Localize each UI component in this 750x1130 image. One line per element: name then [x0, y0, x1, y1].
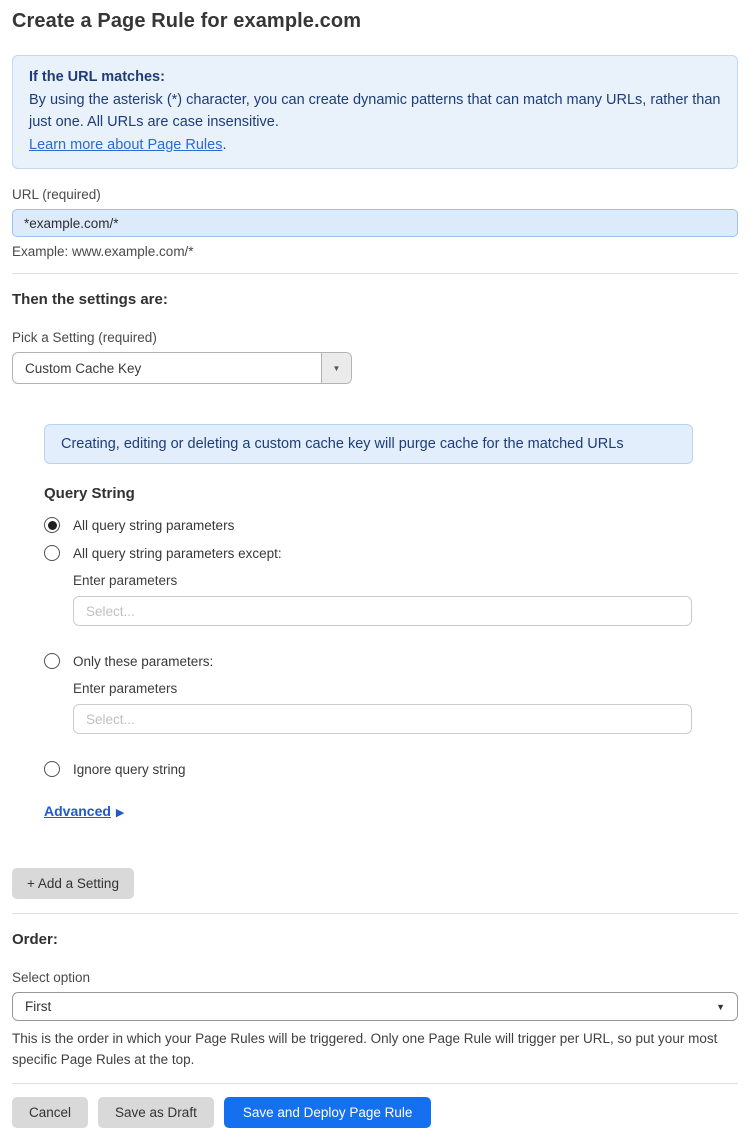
radio-all-query-params[interactable]: [44, 517, 738, 533]
enter-parameters-label: Enter parameters: [73, 573, 178, 588]
page-title: Create a Page Rule for example.com: [12, 10, 362, 32]
radio-selected-icon[interactable]: [44, 517, 60, 533]
enter-parameters-label: Enter parameters: [73, 681, 178, 696]
url-match-info-box: [12, 55, 738, 169]
url-example-helper: Example: www.example.com/*: [12, 244, 194, 259]
info-box-heading: If the URL matches:: [29, 69, 165, 85]
select-option-label: Select option: [12, 970, 91, 985]
info-box-link-line: [29, 134, 721, 157]
advanced-row: [44, 803, 738, 819]
triangle-right-icon: ▶: [115, 807, 125, 819]
radio-all-params-except[interactable]: [44, 545, 738, 561]
cache-purge-notice: Creating, editing or deleting a custom cache key will purge cache for the matched URLs: [44, 424, 693, 464]
radio-ignore-query-string[interactable]: [44, 761, 738, 777]
radio-unselected-icon[interactable]: [44, 761, 60, 777]
setting-dropdown[interactable]: [12, 352, 352, 384]
order-helper-text: This is the order in which your Page Rules will be triggered. Only one Page Rule will trigger per URL, so put your most specific Page Rules at the top.: [12, 1031, 718, 1067]
radio-label: Ignore query string: [73, 761, 186, 777]
query-string-heading: Query String: [44, 485, 135, 502]
radio-unselected-icon[interactable]: [44, 545, 60, 561]
learn-more-link[interactable]: Learn more about Page Rules: [29, 136, 223, 153]
url-input[interactable]: [12, 209, 738, 237]
only-params-block: [73, 681, 738, 734]
cancel-button[interactable]: Cancel: [12, 1097, 88, 1128]
pick-setting-label: Pick a Setting (required): [12, 330, 157, 345]
radio-label: All query string parameters except:: [73, 545, 282, 561]
only-parameters-input[interactable]: [73, 704, 692, 734]
settings-section-heading: Then the settings are:: [12, 291, 168, 308]
add-setting-button[interactable]: + Add a Setting: [12, 868, 134, 899]
order-dropdown[interactable]: [12, 992, 738, 1021]
query-string-section: [44, 485, 738, 819]
except-params-block: [73, 573, 738, 626]
radio-label: Only these parameters:: [73, 653, 214, 669]
url-label: URL (required): [12, 187, 101, 202]
save-and-deploy-button[interactable]: Save and Deploy Page Rule: [224, 1097, 432, 1128]
divider: [12, 1083, 738, 1084]
radio-unselected-icon[interactable]: [44, 653, 60, 669]
divider: [12, 913, 738, 914]
order-dropdown-value: First: [25, 999, 52, 1014]
chevron-down-icon[interactable]: ▼: [321, 353, 351, 383]
order-section-heading: Order:: [12, 931, 58, 948]
save-as-draft-button[interactable]: Save as Draft: [98, 1097, 214, 1128]
info-box-body: By using the asterisk (*) character, you can create dynamic patterns that can match many URLs, rather than just one. All URLs are case insensitive.: [29, 91, 721, 130]
setting-dropdown-value: Custom Cache Key: [25, 360, 142, 376]
except-parameters-input[interactable]: [73, 596, 692, 626]
radio-only-these-params[interactable]: [44, 653, 738, 669]
form-actions: [12, 1097, 738, 1128]
chevron-down-icon: ▼: [716, 1001, 725, 1012]
advanced-link[interactable]: Advanced: [44, 803, 111, 819]
link-suffix: .: [222, 136, 227, 153]
divider: [12, 273, 738, 274]
radio-label: All query string parameters: [73, 517, 235, 533]
